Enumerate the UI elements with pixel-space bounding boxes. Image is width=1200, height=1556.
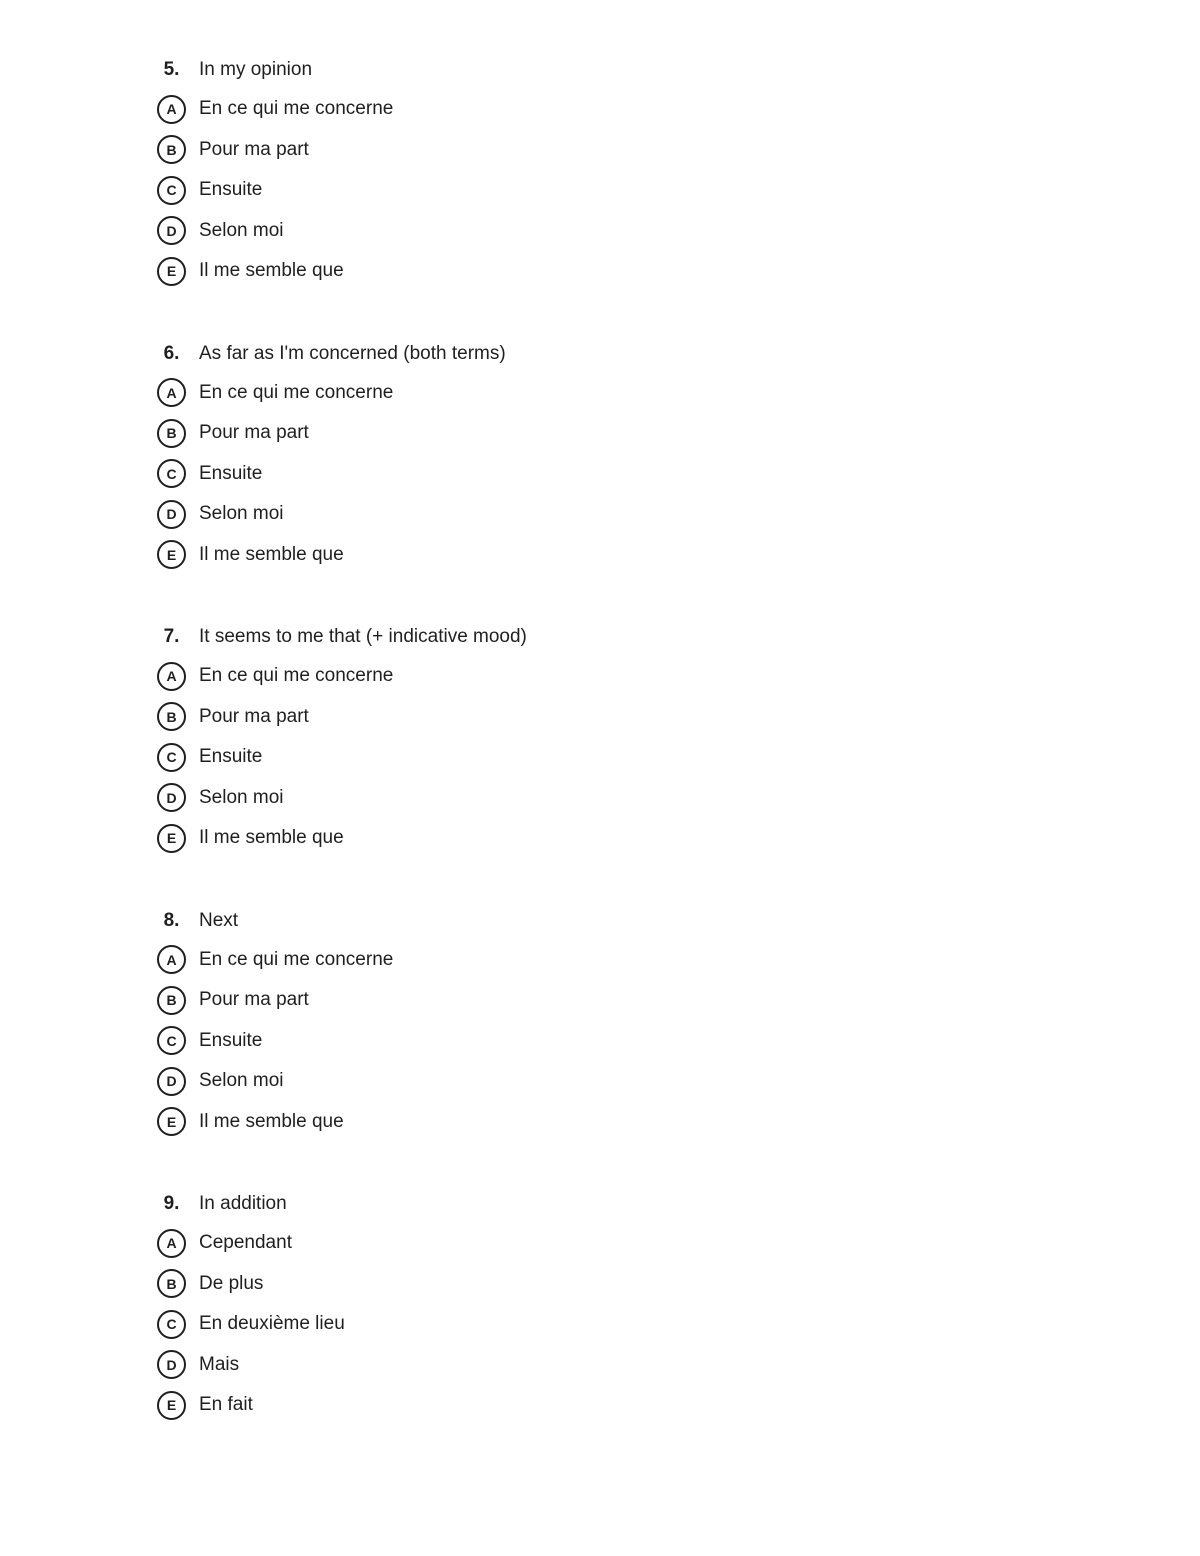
question-title [157, 56, 1160, 84]
answer-option[interactable] [157, 494, 1160, 535]
option-bubble[interactable]: E [157, 540, 186, 569]
option-bubble[interactable]: D [157, 1067, 186, 1096]
option-bubble[interactable]: A [157, 95, 186, 124]
answer-option[interactable] [157, 818, 1160, 859]
option-label: En ce qui me concerne [199, 381, 394, 403]
question-number: 6. [163, 342, 180, 364]
option-label: Ensuite [199, 1029, 263, 1051]
option-label: Il me semble que [199, 1110, 344, 1132]
option-bubble[interactable]: C [157, 1026, 186, 1055]
answer-option[interactable] [157, 1264, 1160, 1305]
option-bubble[interactable]: A [157, 945, 186, 974]
question-block-6 [157, 340, 1160, 576]
option-bubble[interactable]: B [157, 986, 186, 1015]
option-label: Selon moi [199, 503, 284, 525]
option-bubble[interactable]: B [157, 135, 186, 164]
option-label: Selon moi [199, 1070, 284, 1092]
option-label: Pour ma part [199, 705, 309, 727]
option-bubble[interactable]: B [157, 419, 186, 448]
answer-option[interactable] [157, 1061, 1160, 1102]
options-list [157, 656, 1160, 859]
question-number: 9. [163, 1193, 180, 1214]
question-title [157, 907, 1160, 935]
option-bubble[interactable]: C [157, 176, 186, 205]
option-label: Mais [199, 1353, 240, 1375]
question-number: 5. [163, 59, 180, 80]
answer-option[interactable] [157, 778, 1160, 819]
question-prompt: It seems to me that (+ indicative mood) [199, 626, 527, 647]
answer-option[interactable] [157, 170, 1160, 211]
option-bubble[interactable]: C [157, 743, 186, 772]
answer-option[interactable] [157, 373, 1160, 414]
question-title [157, 1190, 1160, 1218]
question-prompt: In addition [199, 1193, 287, 1214]
question-block-7 [157, 623, 1160, 859]
option-bubble[interactable]: E [157, 1391, 186, 1420]
option-label: Ensuite [199, 746, 263, 768]
option-label: Pour ma part [199, 138, 309, 160]
answer-option[interactable] [157, 130, 1160, 171]
answer-option[interactable] [157, 697, 1160, 738]
option-label: En ce qui me concerne [199, 665, 394, 687]
question-prompt: In my opinion [199, 59, 313, 80]
question-block-9 [157, 1190, 1160, 1426]
option-label: Selon moi [199, 786, 284, 808]
option-label: En deuxième lieu [199, 1313, 345, 1335]
option-bubble[interactable]: C [157, 1310, 186, 1339]
answer-option[interactable] [157, 656, 1160, 697]
option-label: En fait [199, 1394, 253, 1416]
option-label: Il me semble que [199, 260, 344, 282]
options-list [157, 1223, 1160, 1426]
option-bubble[interactable]: D [157, 500, 186, 529]
option-bubble[interactable]: E [157, 824, 186, 853]
option-label: En ce qui me concerne [199, 98, 394, 120]
question-number: 7. [163, 626, 180, 647]
answer-option[interactable] [157, 413, 1160, 454]
option-bubble[interactable]: D [157, 1350, 186, 1379]
answer-option[interactable] [157, 1385, 1160, 1426]
options-list [157, 373, 1160, 576]
option-bubble[interactable]: D [157, 216, 186, 245]
answer-option[interactable] [157, 454, 1160, 495]
option-label: Ensuite [199, 462, 263, 484]
option-label: Selon moi [199, 219, 284, 241]
answer-option[interactable] [157, 1102, 1160, 1143]
question-block-8 [157, 907, 1160, 1143]
option-label: Il me semble que [199, 543, 344, 565]
answer-option[interactable] [157, 1021, 1160, 1062]
question-prompt: As far as I'm concerned (both terms) [199, 342, 506, 364]
option-label: Pour ma part [199, 422, 309, 444]
option-label: Cependant [199, 1232, 292, 1254]
option-bubble[interactable]: A [157, 662, 186, 691]
option-label: Ensuite [199, 179, 263, 201]
answer-option[interactable] [157, 211, 1160, 252]
answer-option[interactable] [157, 737, 1160, 778]
question-title [157, 623, 1160, 651]
option-bubble[interactable]: E [157, 1107, 186, 1136]
option-label: De plus [199, 1272, 264, 1294]
option-bubble[interactable]: A [157, 378, 186, 407]
option-label: Il me semble que [199, 827, 344, 849]
answer-option[interactable] [157, 1223, 1160, 1264]
option-bubble[interactable]: C [157, 459, 186, 488]
option-label: Pour ma part [199, 989, 309, 1011]
options-list [157, 89, 1160, 292]
option-bubble[interactable]: B [157, 702, 186, 731]
answer-option[interactable] [157, 980, 1160, 1021]
answer-option[interactable] [157, 251, 1160, 292]
option-bubble[interactable]: E [157, 257, 186, 286]
option-label: En ce qui me concerne [199, 948, 394, 970]
question-title [157, 340, 1160, 368]
options-list [157, 940, 1160, 1143]
question-block-5 [157, 56, 1160, 292]
option-bubble[interactable]: A [157, 1229, 186, 1258]
option-bubble[interactable]: D [157, 783, 186, 812]
answer-option[interactable] [157, 940, 1160, 981]
answer-option[interactable] [157, 535, 1160, 576]
answer-option[interactable] [157, 1304, 1160, 1345]
answer-option[interactable] [157, 1345, 1160, 1386]
question-prompt: Next [199, 909, 239, 931]
question-number: 8. [163, 909, 180, 931]
option-bubble[interactable]: B [157, 1269, 186, 1298]
answer-option[interactable] [157, 89, 1160, 130]
